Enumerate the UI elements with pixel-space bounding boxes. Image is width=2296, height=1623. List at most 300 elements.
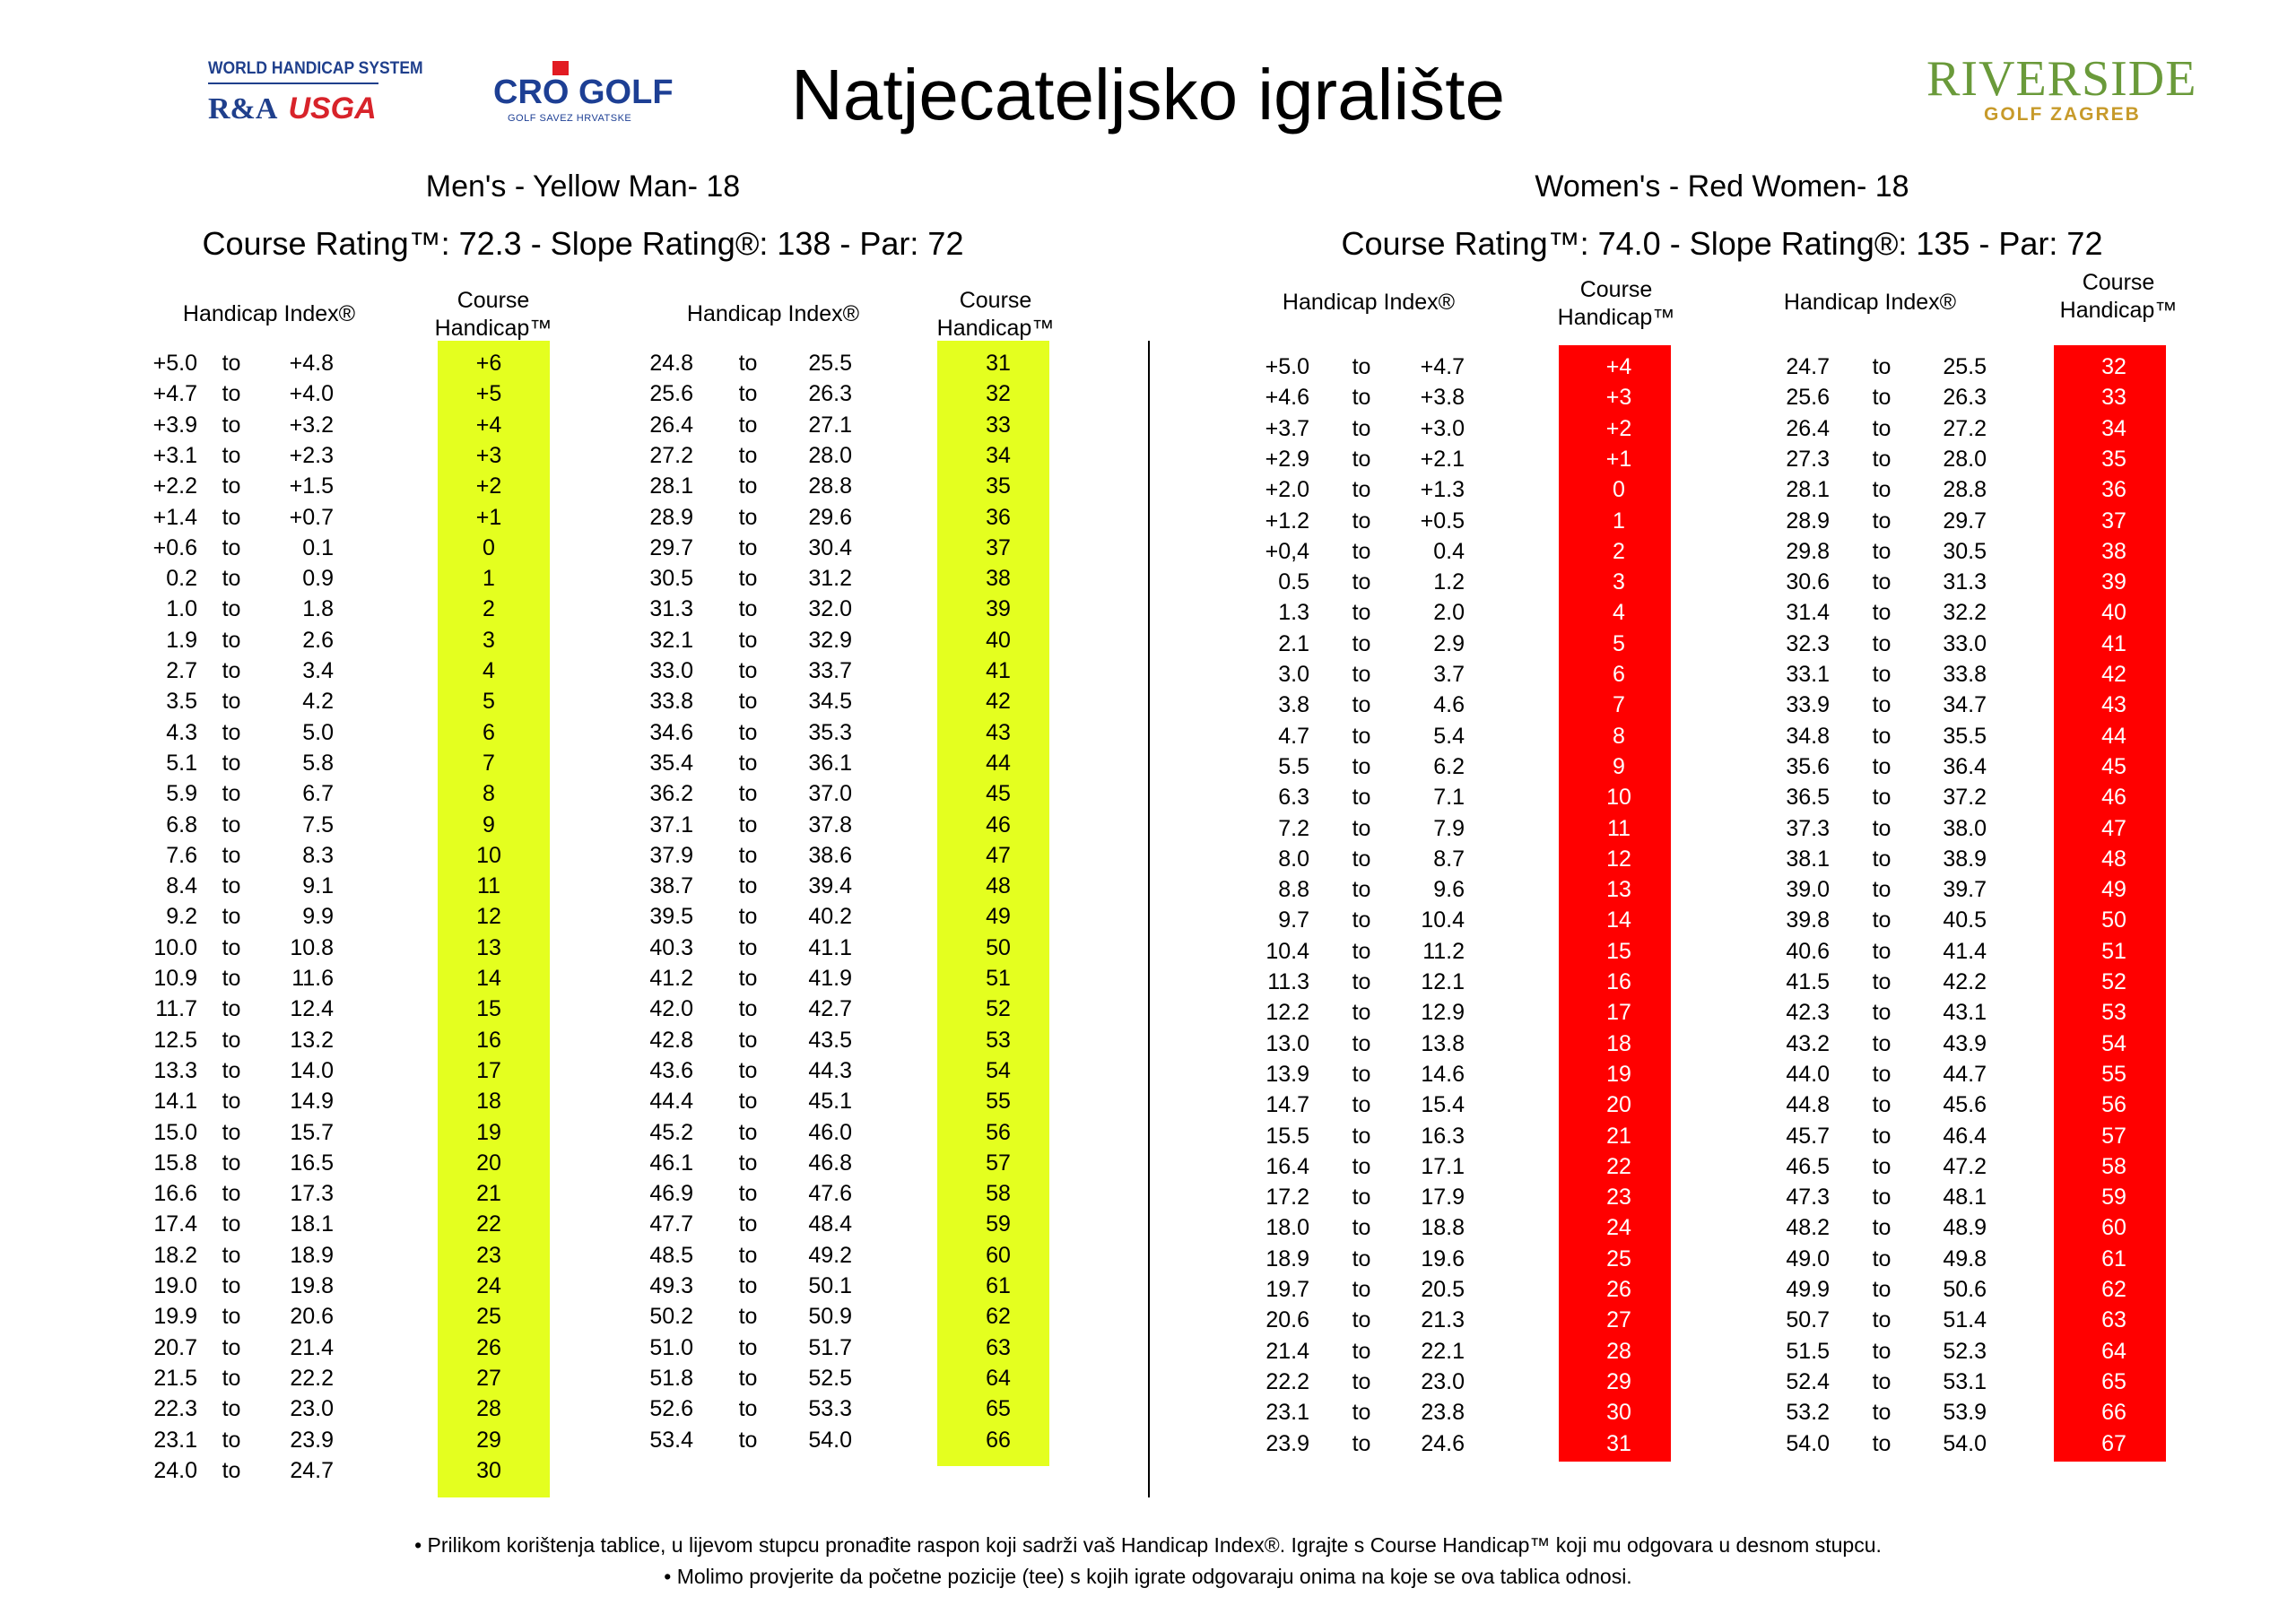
- course-handicap-cell: 19: [476, 1119, 501, 1145]
- to-label: to: [222, 934, 241, 960]
- hi-from-cell: 5.5: [1278, 753, 1309, 779]
- hi-to-cell: +0.7: [289, 504, 334, 530]
- course-handicap-cell: 21: [476, 1181, 501, 1207]
- women-right-hi-header: Handicap Index®: [1783, 290, 1957, 315]
- course-handicap-cell: 19: [1606, 1061, 1631, 1087]
- hi-to-cell: 38.0: [1943, 815, 1987, 841]
- men-right-ch-header-line2: Handicap™: [936, 316, 1055, 341]
- course-handicap-cell: 40: [986, 627, 1011, 653]
- hi-from-cell: 7.2: [1278, 815, 1309, 841]
- course-handicap-cell: 12: [1606, 846, 1631, 872]
- to-label: to: [738, 627, 758, 653]
- course-handicap-cell: 4: [483, 658, 495, 683]
- to-label: to: [222, 904, 241, 930]
- course-handicap-cell: 20: [1606, 1092, 1631, 1118]
- to-label: to: [222, 1150, 241, 1176]
- to-label: to: [1352, 1061, 1371, 1087]
- hi-from-cell: 29.7: [649, 534, 693, 560]
- course-handicap-cell: 59: [2101, 1185, 2126, 1211]
- hi-from-cell: 39.8: [1786, 907, 1830, 933]
- hi-to-cell: 54.0: [1943, 1430, 1987, 1456]
- hi-from-cell: 46.5: [1786, 1153, 1830, 1179]
- to-label: to: [222, 504, 241, 530]
- to-label: to: [222, 719, 241, 745]
- hi-to-cell: 5.0: [302, 719, 334, 745]
- hi-to-cell: 32.9: [808, 627, 852, 653]
- hi-to-cell: 45.6: [1943, 1092, 1987, 1118]
- men-section-title: Men's - Yellow Man- 18: [425, 169, 741, 204]
- hi-to-cell: 46.4: [1943, 1123, 1987, 1149]
- to-label: to: [1352, 969, 1371, 994]
- to-label: to: [222, 1057, 241, 1083]
- hi-to-cell: 33.0: [1943, 630, 1987, 656]
- women-left-ch-header: [1544, 276, 1688, 332]
- hi-from-cell: 46.9: [649, 1181, 693, 1207]
- hi-from-cell: 23.1: [153, 1427, 197, 1453]
- hi-from-cell: +3.1: [152, 442, 197, 468]
- hi-from-cell: 36.5: [1786, 785, 1830, 811]
- course-handicap-cell: 1: [483, 566, 495, 592]
- to-label: to: [738, 658, 758, 683]
- hi-to-cell: 52.3: [1943, 1338, 1987, 1364]
- to-label: to: [1872, 723, 1892, 749]
- course-handicap-cell: 31: [1606, 1430, 1631, 1456]
- course-handicap-cell: 6: [483, 719, 495, 745]
- course-handicap-cell: 9: [483, 812, 495, 838]
- hi-from-cell: 52.6: [649, 1396, 693, 1422]
- to-label: to: [1352, 1307, 1371, 1333]
- hi-from-cell: +2.9: [1265, 446, 1309, 472]
- hi-to-cell: +3.8: [1420, 385, 1465, 411]
- to-label: to: [1352, 877, 1371, 903]
- course-handicap-cell: 53: [2101, 1000, 2126, 1026]
- hi-to-cell: 38.9: [1943, 846, 1987, 872]
- hi-from-cell: 13.9: [1265, 1061, 1309, 1087]
- hi-from-cell: 28.9: [1786, 508, 1830, 534]
- to-label: to: [1352, 692, 1371, 718]
- hi-to-cell: 12.4: [290, 996, 334, 1022]
- course-handicap-cell: 43: [986, 719, 1011, 745]
- hi-to-cell: 22.1: [1421, 1338, 1465, 1364]
- hi-to-cell: 30.5: [1943, 538, 1987, 564]
- hi-to-cell: +4.7: [1420, 354, 1465, 379]
- hi-to-cell: 2.6: [302, 627, 334, 653]
- hi-from-cell: 23.1: [1265, 1400, 1309, 1426]
- course-handicap-cell: +2: [475, 473, 502, 499]
- hi-from-cell: +3.7: [1265, 415, 1309, 441]
- hi-from-cell: 15.5: [1265, 1123, 1309, 1149]
- hi-to-cell: 49.8: [1943, 1245, 1987, 1271]
- hi-to-cell: 36.1: [808, 750, 852, 776]
- to-label: to: [1352, 1000, 1371, 1026]
- hi-to-cell: 39.4: [808, 873, 852, 899]
- hi-to-cell: 30.4: [808, 534, 852, 560]
- course-handicap-cell: 35: [2101, 446, 2126, 472]
- to-label: to: [1872, 1061, 1892, 1087]
- to-label: to: [1352, 1368, 1371, 1394]
- course-handicap-cell: 8: [1613, 723, 1625, 749]
- hi-to-cell: 37.8: [808, 812, 852, 838]
- to-label: to: [1872, 508, 1892, 534]
- hi-to-cell: 10.4: [1421, 907, 1465, 933]
- course-handicap-cell: 3: [483, 627, 495, 653]
- to-label: to: [222, 1119, 241, 1145]
- hi-to-cell: 20.6: [290, 1304, 334, 1330]
- to-label: to: [222, 1396, 241, 1422]
- course-handicap-cell: 66: [2101, 1400, 2126, 1426]
- course-handicap-cell: 64: [2101, 1338, 2126, 1364]
- course-handicap-cell: 22: [476, 1211, 501, 1237]
- course-handicap-cell: 59: [986, 1211, 1011, 1237]
- course-handicap-cell: 36: [986, 504, 1011, 530]
- to-label: to: [1872, 1092, 1892, 1118]
- hi-to-cell: 42.7: [808, 996, 852, 1022]
- women-rating-line: Course Rating™: 74.0 - Slope Rating®: 135 - Par: 72: [1341, 225, 2103, 262]
- footer-note-1: • Prilikom korištenja tablice, u lijevom stupcu pronađite raspon koji sadrži vaš Handicap Index®. Igrajte s Course Handicap™ koji mu odgovara u desnom stupcu.: [414, 1533, 1882, 1557]
- hi-from-cell: 19.0: [153, 1273, 197, 1298]
- hi-from-cell: 52.4: [1786, 1368, 1830, 1394]
- hi-from-cell: 0.2: [166, 566, 197, 592]
- hi-to-cell: 21.4: [290, 1334, 334, 1360]
- to-label: to: [1872, 1277, 1892, 1302]
- course-handicap-cell: 48: [2101, 846, 2126, 872]
- women-right-ch-header-line1: Course: [2082, 270, 2155, 295]
- hi-from-cell: 40.3: [649, 934, 693, 960]
- hi-from-cell: 38.1: [1786, 846, 1830, 872]
- to-label: to: [1872, 1400, 1892, 1426]
- hi-from-cell: 21.4: [1265, 1338, 1309, 1364]
- to-label: to: [1872, 1185, 1892, 1211]
- course-handicap-cell: 54: [2101, 1030, 2126, 1056]
- hi-to-cell: 31.3: [1943, 569, 1987, 595]
- course-handicap-cell: +2: [1605, 415, 1632, 441]
- hi-to-cell: 1.8: [302, 596, 334, 622]
- to-label: to: [738, 1119, 758, 1145]
- hi-to-cell: 26.3: [1943, 385, 1987, 411]
- course-handicap-cell: +3: [475, 442, 502, 468]
- course-handicap-cell: 26: [1606, 1277, 1631, 1302]
- hi-to-cell: 13.8: [1421, 1030, 1465, 1056]
- hi-to-cell: 2.9: [1433, 630, 1465, 656]
- hi-from-cell: 42.3: [1786, 1000, 1830, 1026]
- hi-to-cell: 35.5: [1943, 723, 1987, 749]
- hi-from-cell: 1.3: [1278, 600, 1309, 626]
- hi-from-cell: +0,4: [1265, 538, 1309, 564]
- to-label: to: [222, 1427, 241, 1453]
- course-handicap-cell: 62: [986, 1304, 1011, 1330]
- course-handicap-cell: 61: [986, 1273, 1011, 1298]
- hi-to-cell: 4.2: [302, 689, 334, 715]
- hi-from-cell: 21.5: [153, 1365, 197, 1391]
- to-label: to: [222, 812, 241, 838]
- to-label: to: [222, 566, 241, 592]
- hi-from-cell: 45.2: [649, 1119, 693, 1145]
- to-label: to: [222, 473, 241, 499]
- hi-to-cell: 28.8: [808, 473, 852, 499]
- to-label: to: [222, 627, 241, 653]
- hi-from-cell: 24.8: [649, 351, 693, 376]
- to-label: to: [1352, 753, 1371, 779]
- hi-from-cell: 50.7: [1786, 1307, 1830, 1333]
- hi-from-cell: 29.8: [1786, 538, 1830, 564]
- hi-to-cell: 14.6: [1421, 1061, 1465, 1087]
- to-label: to: [1872, 538, 1892, 564]
- hi-from-cell: 34.6: [649, 719, 693, 745]
- to-label: to: [1352, 477, 1371, 503]
- hi-to-cell: 14.0: [290, 1057, 334, 1083]
- women-section-title: Women's - Red Women- 18: [1535, 169, 1909, 204]
- to-label: to: [222, 1273, 241, 1298]
- hi-to-cell: 52.5: [808, 1365, 852, 1391]
- hi-from-cell: 43.6: [649, 1057, 693, 1083]
- to-label: to: [222, 1242, 241, 1268]
- hi-to-cell: 5.8: [302, 750, 334, 776]
- hi-from-cell: 3.5: [166, 689, 197, 715]
- hi-from-cell: 4.7: [1278, 723, 1309, 749]
- hi-to-cell: 28.0: [1943, 446, 1987, 472]
- to-label: to: [1352, 385, 1371, 411]
- to-label: to: [1872, 446, 1892, 472]
- hi-to-cell: +3.2: [289, 412, 334, 438]
- hi-to-cell: 0.4: [1433, 538, 1465, 564]
- hi-to-cell: 24.6: [1421, 1430, 1465, 1456]
- hi-from-cell: 35.4: [649, 750, 693, 776]
- to-label: to: [222, 1457, 241, 1483]
- course-handicap-cell: +3: [1605, 385, 1632, 411]
- women-left-hi-header: Handicap Index®: [1282, 290, 1456, 315]
- hi-to-cell: 0.1: [302, 534, 334, 560]
- course-handicap-cell: 45: [2101, 753, 2126, 779]
- course-handicap-cell: 9: [1613, 753, 1625, 779]
- course-handicap-cell: 5: [483, 689, 495, 715]
- hi-to-cell: 54.0: [808, 1427, 852, 1453]
- riverside-logo-subtext: GOLF ZAGREB: [1984, 104, 2141, 125]
- hi-from-cell: 1.9: [166, 627, 197, 653]
- to-label: to: [738, 873, 758, 899]
- hi-to-cell: 41.1: [808, 934, 852, 960]
- hi-to-cell: 21.3: [1421, 1307, 1465, 1333]
- footer-note-2: • Molimo provjerite da početne pozicije (tee) s kojih igrate odgovaraju onima na koje se ova tablica odnosi.: [664, 1565, 1632, 1588]
- course-handicap-cell: 0: [1613, 477, 1625, 503]
- to-label: to: [222, 966, 241, 991]
- hi-from-cell: 2.1: [1278, 630, 1309, 656]
- hi-from-cell: 33.0: [649, 658, 693, 683]
- hi-to-cell: 18.1: [290, 1211, 334, 1237]
- hi-from-cell: 9.7: [1278, 907, 1309, 933]
- to-label: to: [1872, 630, 1892, 656]
- course-handicap-cell: 25: [1606, 1245, 1631, 1271]
- course-handicap-cell: 12: [476, 904, 501, 930]
- course-handicap-cell: 53: [986, 1027, 1011, 1053]
- to-label: to: [1872, 477, 1892, 503]
- to-label: to: [738, 1027, 758, 1053]
- to-label: to: [738, 412, 758, 438]
- course-handicap-cell: 27: [1606, 1307, 1631, 1333]
- course-handicap-cell: 46: [2101, 785, 2126, 811]
- hi-from-cell: 38.7: [649, 873, 693, 899]
- hi-to-cell: 53.3: [808, 1396, 852, 1422]
- to-label: to: [222, 442, 241, 468]
- course-handicap-cell: +5: [475, 381, 502, 407]
- hi-from-cell: +4.7: [152, 381, 197, 407]
- hi-from-cell: 35.6: [1786, 753, 1830, 779]
- hi-to-cell: 47.6: [808, 1181, 852, 1207]
- course-handicap-cell: 62: [2101, 1277, 2126, 1302]
- hi-to-cell: 42.2: [1943, 969, 1987, 994]
- hi-from-cell: 2.7: [166, 658, 197, 683]
- men-left-ch-header-line1: Course: [457, 288, 530, 313]
- hi-to-cell: 17.3: [290, 1181, 334, 1207]
- hi-to-cell: 16.5: [290, 1150, 334, 1176]
- course-handicap-cell: 44: [2101, 723, 2126, 749]
- men-right-hi-header: Handicap Index®: [686, 301, 860, 326]
- hi-to-cell: 41.4: [1943, 938, 1987, 964]
- course-handicap-cell: 3: [1613, 569, 1625, 595]
- course-handicap-cell: 32: [986, 381, 1011, 407]
- hi-from-cell: 18.0: [1265, 1215, 1309, 1241]
- course-handicap-cell: 38: [986, 566, 1011, 592]
- course-handicap-cell: 28: [476, 1396, 501, 1422]
- section-divider: [1148, 341, 1150, 1497]
- hi-to-cell: 23.8: [1421, 1400, 1465, 1426]
- hi-from-cell: 54.0: [1786, 1430, 1830, 1456]
- hi-to-cell: 39.7: [1943, 877, 1987, 903]
- hi-from-cell: 30.5: [649, 566, 693, 592]
- to-label: to: [1872, 1307, 1892, 1333]
- course-handicap-cell: 16: [476, 1027, 501, 1053]
- ra-logo-text: R&A: [208, 92, 278, 126]
- hi-from-cell: 30.6: [1786, 569, 1830, 595]
- usga-logo-text: USGA: [288, 91, 377, 126]
- to-label: to: [222, 996, 241, 1022]
- course-handicap-cell: 47: [2101, 815, 2126, 841]
- hi-from-cell: 33.1: [1786, 662, 1830, 687]
- course-handicap-cell: 65: [2101, 1368, 2126, 1394]
- men-left-ch-header-line2: Handicap™: [434, 316, 552, 341]
- course-handicap-cell: 34: [986, 442, 1011, 468]
- to-label: to: [738, 719, 758, 745]
- hi-to-cell: +2.1: [1420, 446, 1465, 472]
- course-handicap-cell: 13: [1606, 877, 1631, 903]
- hi-to-cell: 28.0: [808, 442, 852, 468]
- to-label: to: [222, 412, 241, 438]
- course-handicap-cell: 63: [2101, 1307, 2126, 1333]
- hi-to-cell: 47.2: [1943, 1153, 1987, 1179]
- to-label: to: [1872, 1215, 1892, 1241]
- hi-to-cell: 53.9: [1943, 1400, 1987, 1426]
- hi-from-cell: 32.1: [649, 627, 693, 653]
- course-handicap-cell: 33: [2101, 385, 2126, 411]
- hi-from-cell: 27.2: [649, 442, 693, 468]
- hi-to-cell: 44.7: [1943, 1061, 1987, 1087]
- hi-from-cell: 49.3: [649, 1273, 693, 1298]
- course-handicap-cell: 30: [476, 1457, 501, 1483]
- hi-to-cell: 32.2: [1943, 600, 1987, 626]
- hi-from-cell: 39.5: [649, 904, 693, 930]
- hi-from-cell: +5.0: [1265, 354, 1309, 379]
- hi-to-cell: 15.4: [1421, 1092, 1465, 1118]
- hi-from-cell: +0.6: [152, 534, 197, 560]
- hi-to-cell: 9.9: [302, 904, 334, 930]
- hi-from-cell: 53.2: [1786, 1400, 1830, 1426]
- course-handicap-cell: 64: [986, 1365, 1011, 1391]
- hi-from-cell: 37.9: [649, 842, 693, 868]
- hi-to-cell: 7.1: [1433, 785, 1465, 811]
- hi-to-cell: 38.6: [808, 842, 852, 868]
- course-handicap-cell: 20: [476, 1150, 501, 1176]
- to-label: to: [738, 1150, 758, 1176]
- hi-from-cell: 8.0: [1278, 846, 1309, 872]
- hi-from-cell: +4.6: [1265, 385, 1309, 411]
- hi-to-cell: 34.7: [1943, 692, 1987, 718]
- course-handicap-cell: 49: [986, 904, 1011, 930]
- to-label: to: [1352, 1277, 1371, 1302]
- course-handicap-cell: 49: [2101, 877, 2126, 903]
- men-right-ch-header-line1: Course: [959, 288, 1032, 313]
- hi-from-cell: 10.4: [1265, 938, 1309, 964]
- to-label: to: [222, 596, 241, 622]
- course-handicap-cell: 66: [986, 1427, 1011, 1453]
- women-left-ch-header-line1: Course: [1579, 277, 1653, 302]
- to-label: to: [222, 1211, 241, 1237]
- hi-from-cell: 16.6: [153, 1181, 197, 1207]
- hi-to-cell: 22.2: [290, 1365, 334, 1391]
- hi-to-cell: 19.8: [290, 1273, 334, 1298]
- to-label: to: [1352, 1030, 1371, 1056]
- to-label: to: [1872, 1368, 1892, 1394]
- men-left-hi-header: Handicap Index®: [182, 301, 356, 326]
- hi-from-cell: 16.4: [1265, 1153, 1309, 1179]
- course-handicap-cell: 31: [986, 351, 1011, 376]
- course-handicap-cell: 2: [1613, 538, 1625, 564]
- to-label: to: [738, 1396, 758, 1422]
- hi-to-cell: 2.0: [1433, 600, 1465, 626]
- to-label: to: [738, 1211, 758, 1237]
- course-handicap-cell: 4: [1613, 600, 1625, 626]
- hi-from-cell: 27.3: [1786, 446, 1830, 472]
- hi-from-cell: 8.4: [166, 873, 197, 899]
- course-handicap-cell: 50: [2101, 907, 2126, 933]
- hi-from-cell: 6.3: [1278, 785, 1309, 811]
- to-label: to: [222, 1334, 241, 1360]
- hi-to-cell: 33.8: [1943, 662, 1987, 687]
- course-handicap-cell: 11: [477, 873, 500, 899]
- hi-from-cell: 18.2: [153, 1242, 197, 1268]
- to-label: to: [1352, 1153, 1371, 1179]
- to-label: to: [738, 750, 758, 776]
- hi-from-cell: 33.9: [1786, 692, 1830, 718]
- to-label: to: [738, 1427, 758, 1453]
- hi-from-cell: 48.5: [649, 1242, 693, 1268]
- riverside-logo-text: RIVERSIDE: [1926, 51, 2197, 107]
- course-handicap-cell: 39: [986, 596, 1011, 622]
- hi-from-cell: 14.1: [153, 1089, 197, 1115]
- hi-to-cell: 25.5: [808, 351, 852, 376]
- course-handicap-cell: 44: [986, 750, 1011, 776]
- course-handicap-cell: 28: [1606, 1338, 1631, 1364]
- course-handicap-cell: 65: [986, 1396, 1011, 1422]
- to-label: to: [222, 781, 241, 807]
- course-handicap-cell: 38: [2101, 538, 2126, 564]
- hi-from-cell: 14.7: [1265, 1092, 1309, 1118]
- hi-to-cell: 12.1: [1421, 969, 1465, 994]
- hi-to-cell: 40.2: [808, 904, 852, 930]
- course-handicap-cell: 55: [986, 1089, 1011, 1115]
- hi-from-cell: 7.6: [166, 842, 197, 868]
- course-handicap-cell: 22: [1606, 1153, 1631, 1179]
- hi-to-cell: 48.9: [1943, 1215, 1987, 1241]
- hi-to-cell: 43.1: [1943, 1000, 1987, 1026]
